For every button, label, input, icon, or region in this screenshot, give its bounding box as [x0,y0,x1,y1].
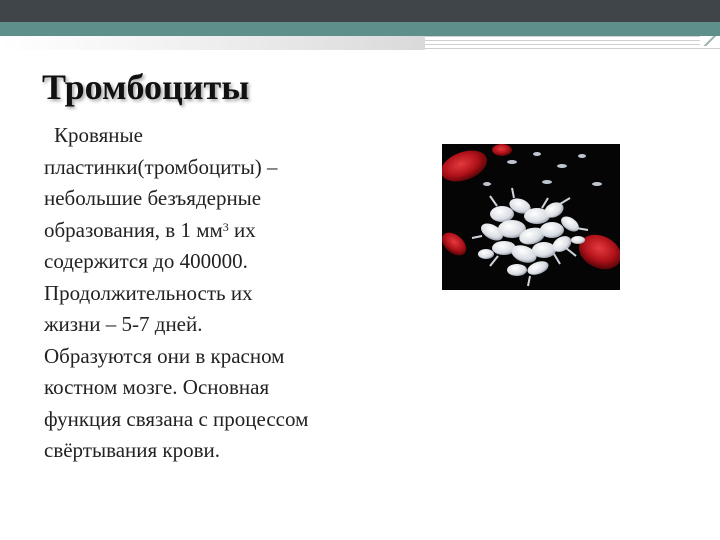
text-line: функция связана с процессом [44,406,309,431]
text-line: небольшие безъядерные [44,186,262,210]
platelets-image [442,144,620,290]
text-line: Продолжительность их [44,280,253,305]
text-fragment: образования, в 1 мм [44,217,223,242]
text-line: пластинки(тромбоциты) – [44,154,278,179]
header-bar-teal [0,22,720,36]
platelets-illustration [442,144,620,290]
body-paragraph [44,120,394,467]
text-line: Кровяные [54,123,143,147]
header-lines [425,36,720,50]
superscript: 3 [222,219,229,234]
text-line: свёртывания крови. [44,438,221,462]
header-bar-dark [0,0,720,22]
header-corner-mark [700,36,720,46]
text-line: костном мозге. Основная [44,375,270,399]
text-line: содержится до 400000. [44,249,248,273]
header-gradient [0,36,430,50]
text-line: жизни – 5-7 дней. [44,312,203,336]
text-fragment: их [228,217,256,242]
text-line [44,215,394,247]
text-line: Образуются они в красном [44,343,285,368]
red-cell [492,144,512,156]
slide-title: Тромбоциты [42,67,250,107]
